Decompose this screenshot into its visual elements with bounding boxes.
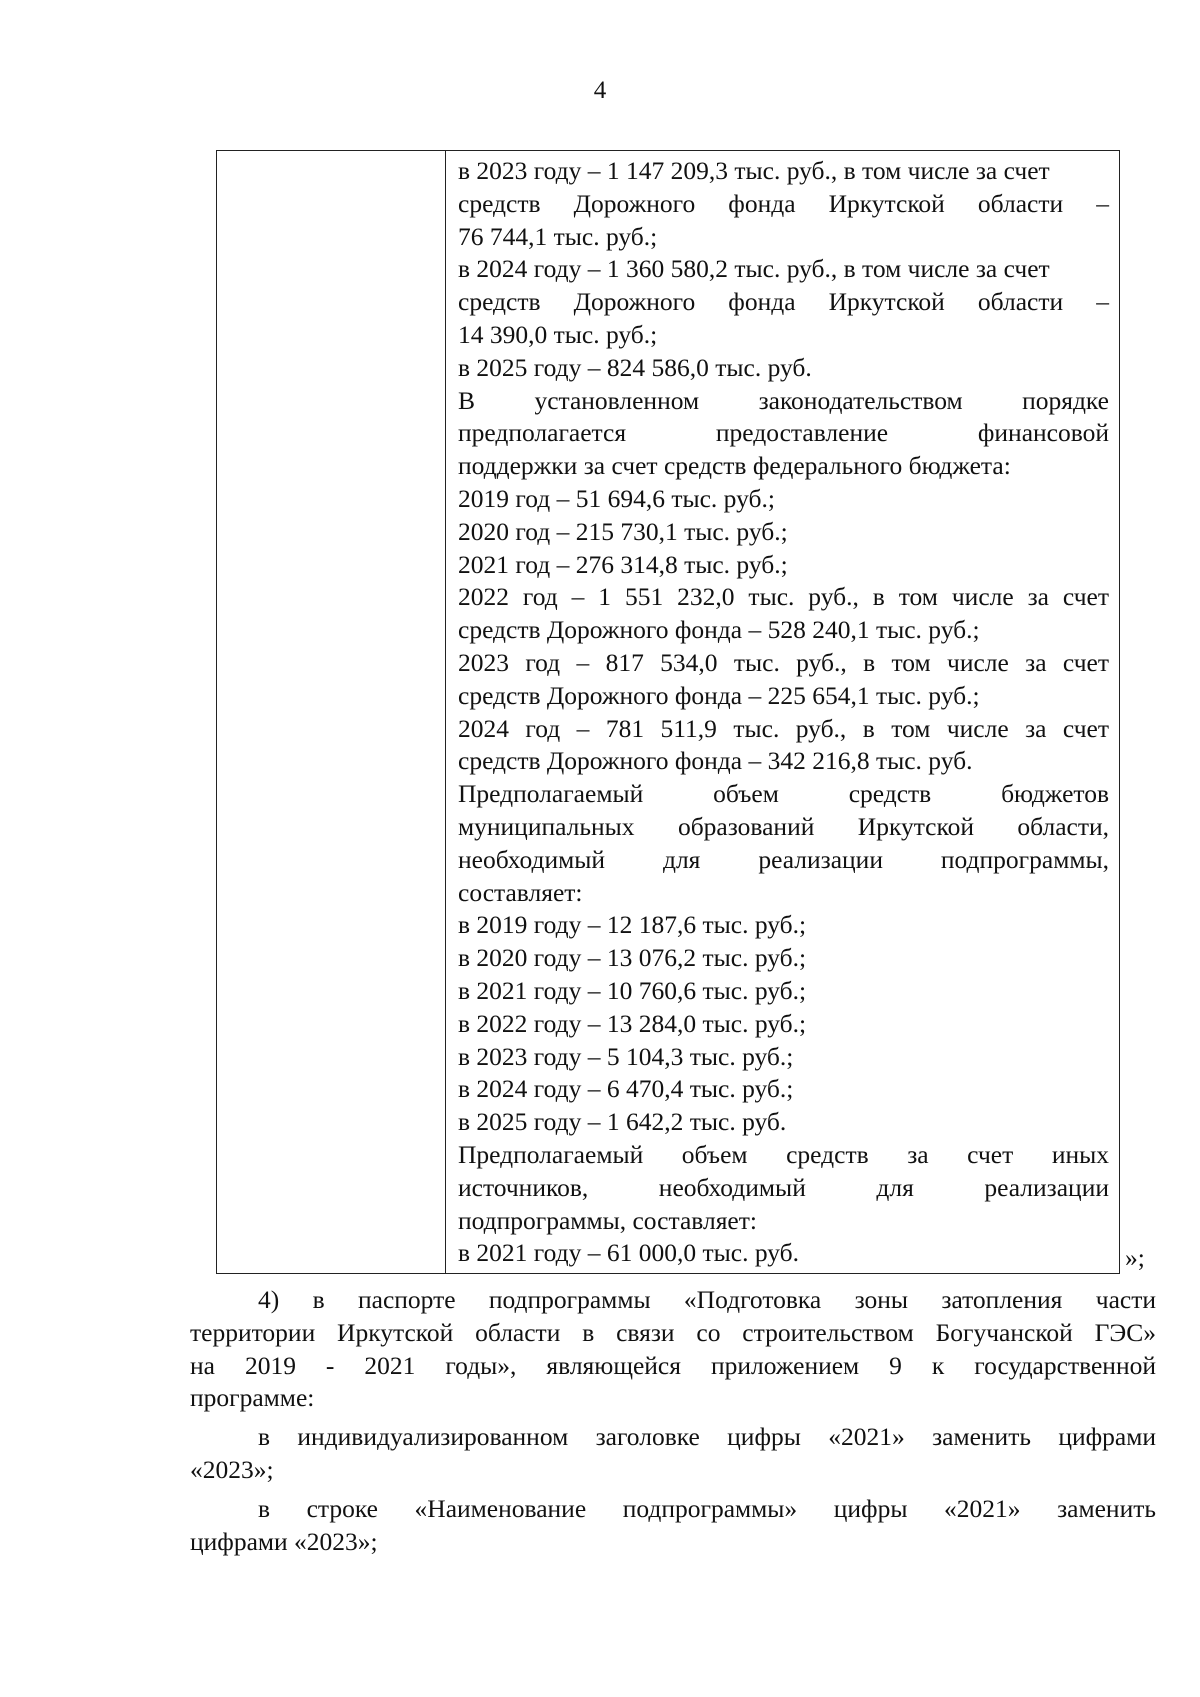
table-line: в 2024 году – 6 470,4 тыс. руб.; bbox=[458, 1074, 794, 1104]
table-line: в 2019 году – 12 187,6 тыс. руб.; bbox=[458, 910, 807, 940]
table-line: в 2021 году – 61 000,0 тыс. руб. bbox=[458, 1238, 800, 1268]
amendment-line: «2023»; bbox=[190, 1454, 274, 1484]
amendment-text bbox=[190, 1284, 1156, 1558]
table-line: 76 744,1 тыс. руб.; bbox=[458, 221, 658, 251]
amendment-line: территории Иркутской области в связи со строительством Богучанской ГЭС» bbox=[190, 1317, 1156, 1347]
table-line: предполагается предоставление финансовой bbox=[458, 418, 1109, 448]
table-line: муниципальных образований Иркутской области, bbox=[458, 811, 1109, 841]
table-line: средств Дорожного фонда Иркутской области – bbox=[458, 287, 1109, 317]
table-line: 2020 год – 215 730,1 тыс. руб.; bbox=[458, 516, 788, 546]
table-line: 2019 год – 51 694,6 тыс. руб.; bbox=[458, 483, 775, 513]
amendment-line: в индивидуализированном заголовке цифры «2021» заменить цифрами bbox=[258, 1422, 1156, 1452]
table-line: 2022 год – 1 551 232,0 тыс. руб., в том числе за счет bbox=[458, 582, 1109, 612]
table-line: Предполагаемый объем средств за счет иных bbox=[458, 1139, 1109, 1169]
table-left-cell bbox=[217, 151, 446, 1273]
table-line: 14 390,0 тыс. руб.; bbox=[458, 319, 658, 349]
amendment-line: в строке «Наименование подпрограммы» цифры «2021» заменить bbox=[258, 1493, 1156, 1523]
passport-table bbox=[216, 150, 1120, 1274]
amendment-line: цифрами «2023»; bbox=[190, 1526, 378, 1556]
table-line: В установленном законодательством порядке bbox=[458, 385, 1109, 415]
table-line: средств Дорожного фонда – 528 240,1 тыс. руб.; bbox=[458, 615, 980, 645]
table-right-cell bbox=[446, 151, 1119, 1273]
table-line: средств Дорожного фонда – 225 654,1 тыс. руб.; bbox=[458, 680, 980, 710]
table-line: 2023 год – 817 534,0 тыс. руб., в том числе за счет bbox=[458, 647, 1109, 677]
table-line: в 2025 году – 1 642,2 тыс. руб. bbox=[458, 1107, 787, 1137]
amendment-line: программе: bbox=[190, 1383, 315, 1413]
table-line: в 2024 году – 1 360 580,2 тыс. руб., в том числе за счет bbox=[458, 254, 1050, 284]
table-line: источников, необходимый для реализации bbox=[458, 1172, 1109, 1202]
amendment-line: 4) в паспорте подпрограммы «Подготовка зоны затопления части bbox=[258, 1285, 1156, 1314]
table-line: в 2023 году – 1 147 209,3 тыс. руб., в том числе за счет bbox=[458, 156, 1050, 185]
table-line: поддержки за счет средств федерального бюджета: bbox=[458, 451, 1011, 481]
table-line: 2021 год – 276 314,8 тыс. руб.; bbox=[458, 549, 788, 579]
table-line: необходимый для реализации подпрограммы, bbox=[458, 844, 1109, 874]
table-line: 2024 год – 781 511,9 тыс. руб., в том числе за счет bbox=[458, 713, 1109, 743]
page-number: 4 bbox=[593, 77, 607, 104]
table-line: средств Дорожного фонда Иркутской области – bbox=[458, 188, 1109, 218]
table-line: в 2020 году – 13 076,2 тыс. руб.; bbox=[458, 943, 807, 973]
table-line: в 2022 году – 13 284,0 тыс. руб.; bbox=[458, 1008, 807, 1038]
table-line: средств Дорожного фонда – 342 216,8 тыс. руб. bbox=[458, 746, 973, 776]
amendment-line: на 2019 - 2021 годы», являющейся приложением 9 к государственной bbox=[190, 1350, 1156, 1380]
table-line: в 2025 году – 824 586,0 тыс. руб. bbox=[458, 352, 812, 382]
table-line: составляет: bbox=[458, 877, 583, 907]
table-closing-quote: »; bbox=[1125, 1243, 1145, 1272]
table-line: Предполагаемый объем средств бюджетов bbox=[458, 779, 1109, 809]
table-line: подпрограммы, составляет: bbox=[458, 1205, 757, 1235]
table-line: в 2023 году – 5 104,3 тыс. руб.; bbox=[458, 1041, 794, 1071]
table-line: в 2021 году – 10 760,6 тыс. руб.; bbox=[458, 975, 807, 1005]
